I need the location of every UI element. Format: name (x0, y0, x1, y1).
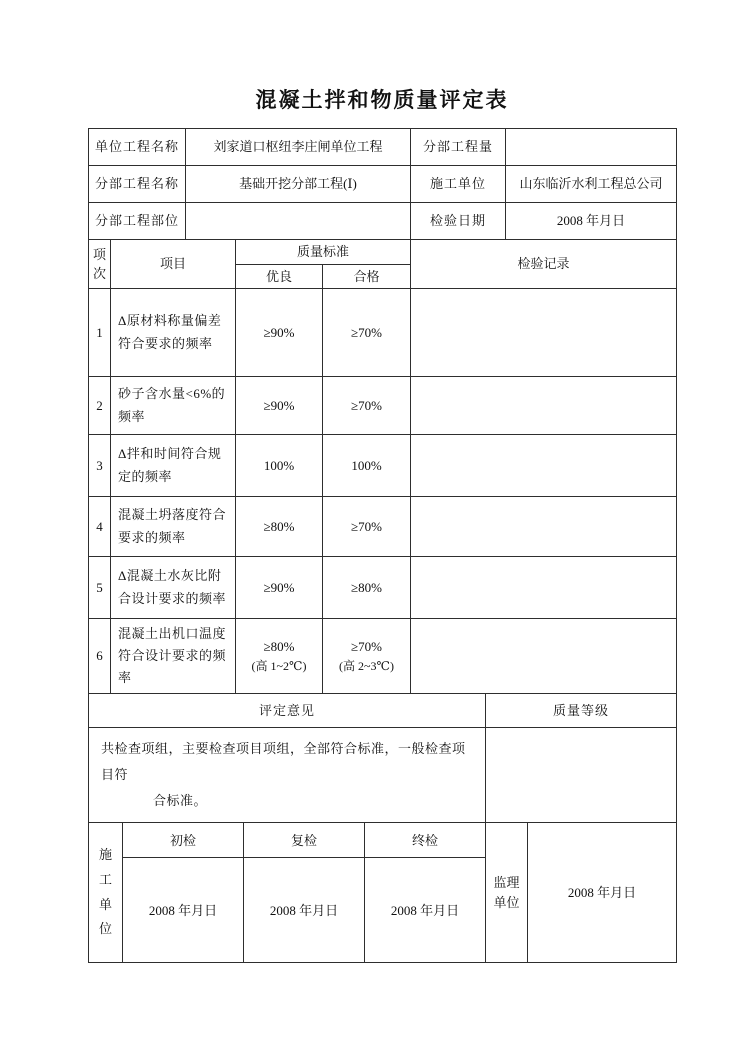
table-header-row (89, 823, 677, 858)
table-row (89, 557, 677, 619)
table-row (89, 497, 677, 557)
excellent-value: ≥80% (263, 639, 295, 655)
evaluation-line-2: 合标准。 (153, 793, 208, 809)
quality-grade-header: 质量等级 (486, 694, 677, 728)
table-row (89, 203, 677, 240)
recheck-header: 复检 (244, 823, 365, 858)
record-cell (411, 619, 677, 694)
initial-check-date: 2008 年月日 (123, 858, 244, 963)
col-header-index: 项次 (89, 240, 111, 289)
col-header-pass: 合格 (323, 264, 411, 289)
pass-value: ≥70% (351, 639, 382, 655)
supervisor-date: 2008 年月日 (528, 823, 677, 963)
table-row (89, 619, 677, 694)
item-text: Δ混凝土水灰比附合设计要求的频率 (111, 557, 236, 619)
record-cell (411, 377, 677, 435)
record-cell (411, 557, 677, 619)
col-header-excellent: 优良 (236, 264, 323, 289)
final-check-date: 2008 年月日 (365, 858, 486, 963)
col-header-standard: 质量标准 (236, 240, 411, 265)
unit-project-name-label: 单位工程名称 (89, 129, 186, 166)
excellent-standard: ≥90% (236, 557, 323, 619)
pass-standard: ≥70% (323, 289, 411, 377)
item-text: 混凝土出机口温度符合设计要求的频率 (111, 619, 236, 694)
form-sheet (88, 84, 676, 963)
division-quantity-label: 分部工程量 (411, 129, 506, 166)
item-text: 混凝土坍落度符合要求的频率 (111, 497, 236, 557)
col-header-record: 检验记录 (411, 240, 677, 289)
row-index: 1 (89, 289, 111, 377)
pass-standard: ≥70% (323, 497, 411, 557)
excellent-standard: ≥90% (236, 377, 323, 435)
inspection-date-value: 2008 年月日 (506, 203, 677, 240)
table-row (89, 377, 677, 435)
division-location-label: 分部工程部位 (89, 203, 186, 240)
signoff-table (88, 822, 677, 963)
supervisor-unit-label: 监理单位 (486, 823, 528, 963)
pass-standard: 100% (323, 435, 411, 497)
construction-unit-signoff-label: 施工单位 (89, 823, 123, 963)
division-name-value: 基础开挖分部工程(Ⅰ) (186, 166, 411, 203)
division-location-value (186, 203, 411, 240)
row-index: 4 (89, 497, 111, 557)
quality-grade-value (486, 728, 677, 823)
evaluation-table (88, 693, 677, 823)
col-header-item: 项目 (111, 240, 236, 289)
page-title: 混凝土拌和物质量评定表 (255, 88, 509, 112)
table-row (89, 728, 677, 823)
pass-standard: ≥70% (323, 377, 411, 435)
row-index: 3 (89, 435, 111, 497)
unit-project-name-value: 刘家道口枢纽李庄闸单位工程 (186, 129, 411, 166)
evaluation-opinion-header: 评定意见 (89, 694, 486, 728)
record-cell (411, 435, 677, 497)
evaluation-line-1: 共检查项组，主要检查项目项组，全部符合标准，一般检查项目符 (101, 741, 466, 783)
excellent-standard: ≥90% (236, 289, 323, 377)
table-row (89, 129, 677, 166)
table-row (89, 289, 677, 377)
row-index: 2 (89, 377, 111, 435)
excellent-standard (236, 619, 323, 694)
excellent-standard: 100% (236, 435, 323, 497)
table-header-row (89, 240, 677, 265)
table-row (89, 435, 677, 497)
row-index: 5 (89, 557, 111, 619)
item-text: Δ拌和时间符合规定的频率 (111, 435, 236, 497)
pass-standard: ≥80% (323, 557, 411, 619)
row-index: 6 (89, 619, 111, 694)
record-cell (411, 497, 677, 557)
item-text: 砂子含水量<6%的频率 (111, 377, 236, 435)
final-check-header: 终检 (365, 823, 486, 858)
pass-note: (高 2~3℃) (339, 658, 394, 673)
table-row (89, 166, 677, 203)
construction-unit-value: 山东临沂水利工程总公司 (506, 166, 677, 203)
construction-unit-label: 施工单位 (411, 166, 506, 203)
inspection-date-label: 检验日期 (411, 203, 506, 240)
record-cell (411, 289, 677, 377)
pass-standard (323, 619, 411, 694)
info-table (88, 128, 677, 240)
division-quantity-value (506, 129, 677, 166)
table-header-row (89, 694, 677, 728)
item-text: Δ原材料称量偏差符合要求的频率 (111, 289, 236, 377)
division-name-label: 分部工程名称 (89, 166, 186, 203)
initial-check-header: 初检 (123, 823, 244, 858)
evaluation-opinion-text (89, 728, 486, 823)
criteria-table (88, 239, 677, 694)
recheck-date: 2008 年月日 (244, 858, 365, 963)
excellent-note: (高 1~2℃) (251, 658, 307, 673)
excellent-standard: ≥80% (236, 497, 323, 557)
